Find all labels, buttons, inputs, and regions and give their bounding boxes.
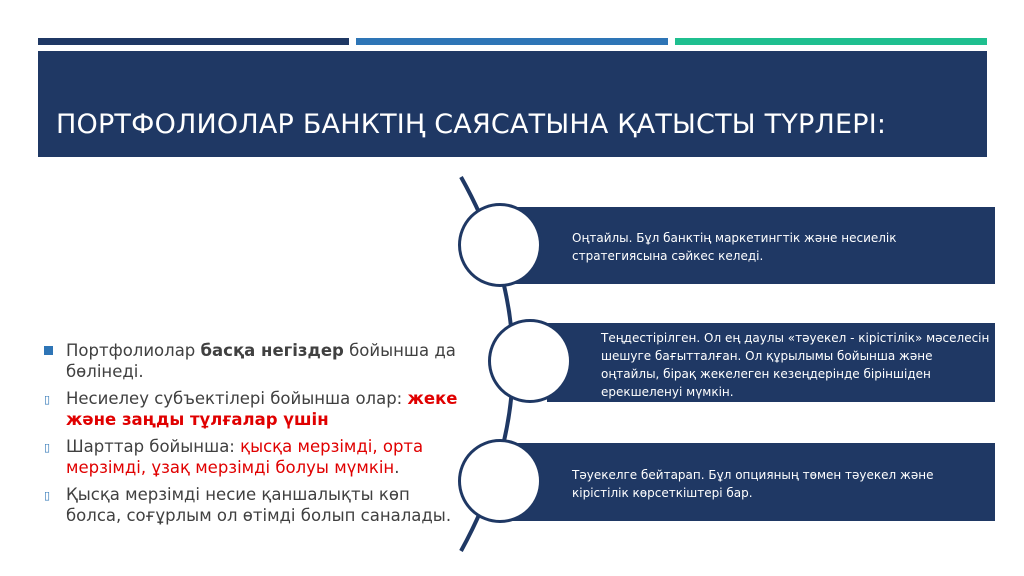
slide-title: ПОРТФОЛИОЛАР БАНКТІҢ САЯСАТЫНА ҚАТЫСТЫ ТҮРЛЕРІ: xyxy=(56,109,887,140)
timeline-circle-3 xyxy=(458,439,542,523)
timeline-circle-2 xyxy=(488,319,572,403)
bullet-list xyxy=(44,340,464,532)
arrow-bullet-icon: ▯ xyxy=(44,489,51,502)
card-optimal xyxy=(506,207,995,284)
bullet-item: ▯ Несиелеу субъектілері бойынша олар: жеке және заңды тұлғалар үшін xyxy=(44,389,458,429)
bullet-item: ▯ Қысқа мерзімді несие қаншалықты көп болса, соғұрлым ол өтімді болып саналады. xyxy=(44,485,452,525)
square-bullet-icon xyxy=(44,346,53,355)
timeline-circle-1 xyxy=(458,203,542,287)
card-balanced-text: Теңдестірілген. Ол ең даулы «тәуекел - кірістілік» мәселесін шешуге бағытталған. Ол құрылымы бойынша және оңтайлы, бірақ жекелеген кезеңдерінде біріншіден ерекшеленуі мүмкін. xyxy=(601,331,990,399)
bullet-item: ▯ Шарттар бойынша: қысқа мерзімді, орта мерзімді, ұзақ мерзімді болуы мүмкін. xyxy=(44,437,424,477)
card-optimal-text: Оңтайлы. Бұл банктің маркетингтік және несиелік стратегиясына сәйкес келеді. xyxy=(572,231,897,263)
card-balanced xyxy=(547,323,995,402)
arrow-bullet-icon: ▯ xyxy=(44,393,51,406)
card-risk-neutral xyxy=(506,443,995,521)
arrow-bullet-icon: ▯ xyxy=(44,441,51,454)
bullet-item: Портфолиолар басқа негіздер бойынша да бөлінеді. xyxy=(44,340,464,382)
card-risk-neutral-text: Тәуекелге бейтарап. Бұл опцияның төмен тәуекел және кірістілік көрсеткіштері бар. xyxy=(572,468,934,500)
